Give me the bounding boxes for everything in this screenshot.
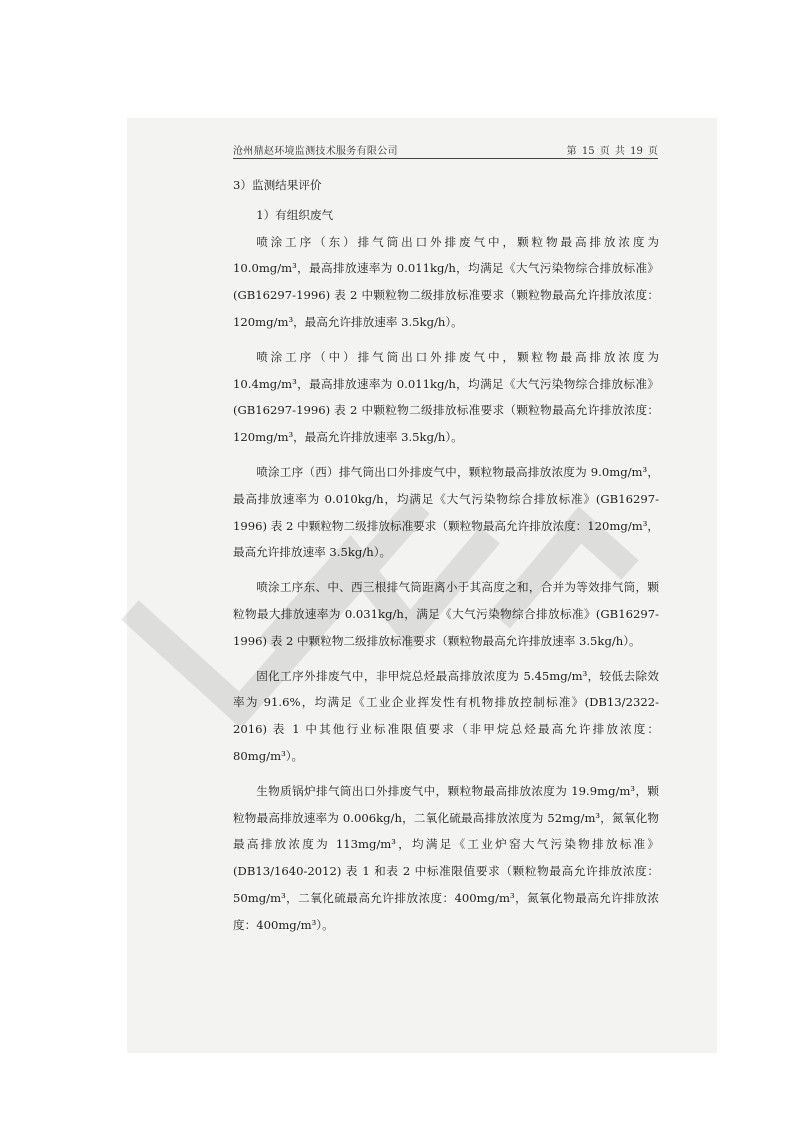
paragraph: 喷涂工序东、中、西三根排气筒距离小于其高度之和，合并为等效排气筒，颗粒物最大排放速率为 0.031kg/h，满足《大气污染物综合排放标准》(GB16297-1996) 表 2 中颗粒物二级排放标准要求（颗粒物最高允许排放速率 3.5kg/h）。 <box>233 580 659 648</box>
page-header <box>233 140 658 159</box>
subheading: 1）有组织废气 <box>256 207 334 222</box>
paragraph: 生物质锅炉排气筒出口外排废气中，颗粒物最高排放浓度为 19.9mg/m³，颗粒物最高排放速率为 0.006kg/h，二氧化硫最高排放浓度为 52mg/m³，氮氧化物最高排放浓度为 113mg/m³，均满足《工业炉窑大气污染物排放标准》(DB13/1640-2012) 表 1 和表 2 中标准限值要求（颗粒物最高允许排放浓度：50mg/m³，二氧化硫最高允许排放浓度：400mg/m³，氮氧化物最高允许排放浓度：400mg/m³）。 <box>233 783 659 932</box>
company-name: 沧州鼎赵环境监测技术服务有限公司 <box>233 146 398 157</box>
paragraph: 喷涂工序（中）排气筒出口外排废气中，颗粒物最高排放浓度为 10.4mg/m³，最高排放速率为 0.011kg/h，均满足《大气污染物综合排放标准》(GB16297-1996) 表 2 中颗粒物二级排放标准要求（颗粒物最高允许排放浓度：120mg/m³，最高允许排放速率 3.5kg/h）。 <box>233 349 659 445</box>
paragraph: 喷涂工序（东）排气筒出口外排废气中，颗粒物最高排放浓度为 10.0mg/m³，最高排放速率为 0.011kg/h，均满足《大气污染物综合排放标准》(GB16297-1996) 表 2 中颗粒物二级排放标准要求（颗粒物最高允许排放浓度：120mg/m³，最高允许排放速率 3.5kg/h）。 <box>233 234 659 329</box>
paragraph: 固化工序外排废气中，非甲烷总烃最高排放浓度为 5.45mg/m³，较低去除效率为 91.6%，均满足《工业企业挥发性有机物排放控制标准》(DB13/2322-2016) 表 1 中其他行业标准限值要求（非甲烷总烃最高允许排放浓度：80mg/m³）。 <box>233 668 659 763</box>
page-number: 第 15 页 共 19 页 <box>566 146 658 157</box>
paragraph: 喷涂工序（西）排气筒出口外排废气中，颗粒物最高排放浓度为 9.0mg/m³，最高排放速率为 0.010kg/h，均满足《大气污染物综合排放标准》(GB16297-1996) 表 2 中颗粒物二级排放标准要求（颗粒物最高允许排放浓度：120mg/m³，最高允许排放速率 3.5kg/h）。 <box>233 464 659 560</box>
section-heading: 3）监测结果评价 <box>233 178 322 192</box>
document-body <box>233 172 659 939</box>
